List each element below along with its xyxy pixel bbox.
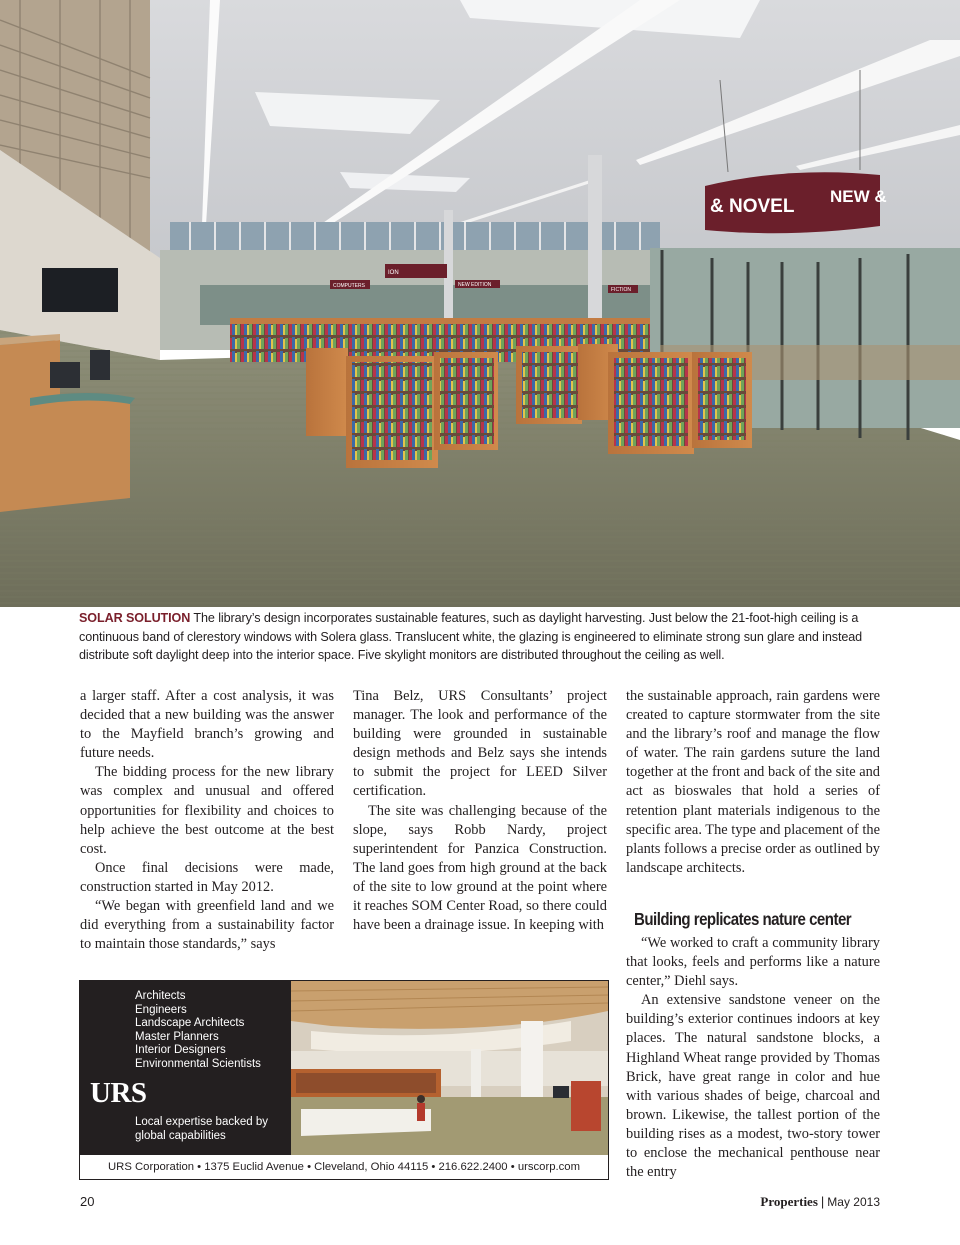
- paragraph: An extensive sandstone veneer on the building’s exterior continues indoors at key places. The natural sandstone blocks, a Highland Wheat range provided by Thomas Brick, have great range in color and hue with various shades of beige, charcoal and brown. Likewise, the tallest portion of the building rises as a modest, two-story tower to enclose the mechanical penthouse near the entry: [626, 992, 880, 1181]
- ad-service-item: Environmental Scientists: [135, 1057, 261, 1070]
- ad-tagline: Local expertise backed by global capabilities: [135, 1116, 268, 1142]
- paragraph: Once final decisions were made, construction started in May 2012.: [80, 859, 334, 895]
- paragraph: “We began with greenfield land and we did everything from a sustainability factor to maintain those standards,” says: [80, 898, 334, 953]
- page-number: 20: [80, 1194, 95, 1209]
- article-column-3-continued: [626, 934, 880, 1182]
- photo-caption: [79, 609, 884, 665]
- library-interior-photo: [0, 0, 960, 607]
- caption-text: The library’s design incorporates sustainable features, such as daylight harvesting. Just below the 21-foot-high ceiling is a continuous band of clerestory windows with Solera glass. Translucent white, the glazing is engineered to eliminate strong sun glare and instead distribute soft daylight deep into the interior space. Five skylight monitors are distributed throughout the ceiling as well.: [79, 611, 863, 663]
- issue-date: May 2013: [827, 1195, 880, 1209]
- article-column-2: [353, 687, 607, 935]
- sign-ion: ION: [388, 270, 399, 276]
- caption-lead: SOLAR SOLUTION: [79, 611, 191, 625]
- ad-service-item: Landscape Architects: [135, 1017, 245, 1029]
- ad-contact-line: URS Corporation • 1375 Euclid Avenue • Cleveland, Ohio 44115 • 216.622.2400 • urscorp.com: [108, 1161, 580, 1173]
- article-column-1: [80, 687, 334, 954]
- paragraph: “We worked to craft a community library that looks, feels and performs like a nature center,” Diehl says.: [626, 935, 880, 990]
- urs-logo: URS: [90, 1077, 147, 1109]
- sign-new: NEW &: [830, 187, 887, 206]
- paragraph: The bidding process for the new library was complex and unusual and offered opportunities for flexibility and choices to help achieve the best outcome at the best cost.: [80, 764, 334, 857]
- urs-advertisement[interactable]: [79, 980, 609, 1180]
- magazine-footer: [760, 1194, 880, 1210]
- ad-service-item: Engineers: [135, 1003, 187, 1016]
- paragraph: a larger staff. After a cost analysis, it was decided that a new building was the answer to the Mayfield branch’s growing and future needs.: [80, 688, 334, 762]
- magazine-name: Properties: [760, 1194, 818, 1209]
- sign-novel: & NOVEL: [710, 196, 795, 217]
- footer-separator: |: [820, 1194, 825, 1209]
- section-subhead: Building replicates nature center: [634, 909, 852, 929]
- ad-service-item: Interior Designers: [135, 1044, 226, 1056]
- sign-computers: COMPUTERS: [333, 283, 365, 289]
- paragraph: the sustainable approach, rain gardens were created to capture stormwater from the site and the library’s roof and manage the flow of water. The rain gardens suture the land together at the front and back of the site and act as bioswales that hold a series of retention plant materials indigenous to the specific area. The type and placement of the plants follows a precise order as outlined by landscape architects.: [626, 688, 880, 876]
- article-column-3: [626, 687, 880, 878]
- ad-library-photo: [291, 981, 608, 1155]
- ad-service-item: Architects: [135, 990, 186, 1002]
- ad-dark-panel: [80, 981, 291, 1155]
- sign-fiction: FICTION: [611, 287, 631, 293]
- ad-services-list: [135, 990, 261, 1071]
- paragraph: Tina Belz, URS Consultants’ project manager. The look and performance of the building were grounded in sustainable design methods and Belz says she intends to submit the project for LEED Silver certification.: [353, 688, 607, 800]
- ad-service-item: Master Planners: [135, 1030, 219, 1043]
- paragraph: The site was challenging because of the slope, says Robb Nardy, project superintendent for Panzica Construction. The land goes from high ground at the back of the site to low ground at the point where it reaches SOM Center Road, so there could have been a drainage issue. In keeping with: [353, 802, 607, 934]
- sign-new-edition: NEW EDITION: [458, 282, 492, 288]
